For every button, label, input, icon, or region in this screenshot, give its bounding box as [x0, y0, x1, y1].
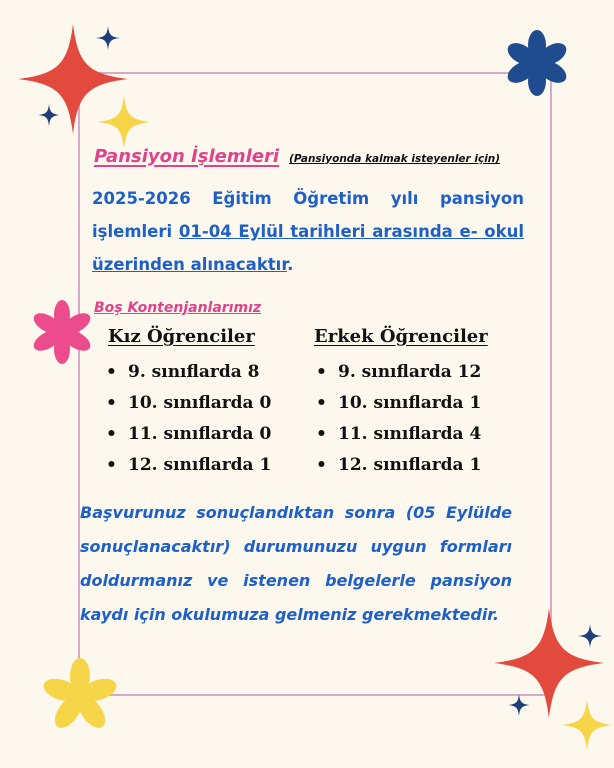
list-item: • 11. sınıflarda 0 [122, 419, 271, 450]
list-item: • 11. sınıflarda 4 [332, 419, 488, 450]
girls-heading: Kız Öğrenciler [108, 326, 255, 347]
outro-paragraph: Başvurunuz sonuçlandıktan sonra (05 Eylülde sonuçlanacaktır) durumunuzu uygun formları doldurmanız ve istenen belgelerle pansiyon kaydı için okulumuza gelmeniz gerekmektedir. [80, 503, 512, 624]
girls-list [100, 357, 271, 481]
boys-column [310, 326, 488, 481]
list-item: • 9. sınıflarda 8 [122, 357, 271, 388]
yellow-sparkle-icon [562, 700, 612, 750]
list-item: • 12. sınıflarda 1 [332, 450, 488, 481]
navy-star-icon [508, 694, 530, 716]
list-item: • 10. sınıflarda 0 [122, 388, 271, 419]
intro-period: . [287, 255, 294, 274]
intro-paragraph [92, 182, 524, 281]
page-subtitle: (Pansiyonda kalmak isteyenler için) [289, 153, 501, 165]
page-title: Pansiyon İşlemleri [94, 146, 280, 167]
intro-text: 2025-2026 Eğitim Öğretim yılı pansiyon işlemleri [92, 189, 524, 241]
yellow-flower-icon [42, 658, 118, 734]
list-item: • 10. sınıflarda 1 [332, 388, 488, 419]
navy-star-icon [578, 624, 602, 648]
navy-flower-icon [504, 30, 570, 96]
navy-star-icon [96, 26, 120, 50]
yellow-sparkle-icon [98, 96, 150, 148]
boys-heading: Erkek Öğrenciler [314, 326, 488, 347]
boys-list [310, 357, 488, 481]
list-item: • 12. sınıflarda 1 [122, 450, 271, 481]
quota-title: Boş Kontenjanlarımız [94, 300, 262, 316]
title-row [94, 146, 534, 167]
navy-star-icon [38, 104, 60, 126]
girls-column [100, 326, 271, 481]
intro-dates-text: 01-04 Eylül tarihleri arasında e- okul üzerinden alınacaktır [92, 222, 524, 274]
list-item: • 9. sınıflarda 12 [332, 357, 488, 388]
pink-flower-icon [30, 300, 94, 364]
